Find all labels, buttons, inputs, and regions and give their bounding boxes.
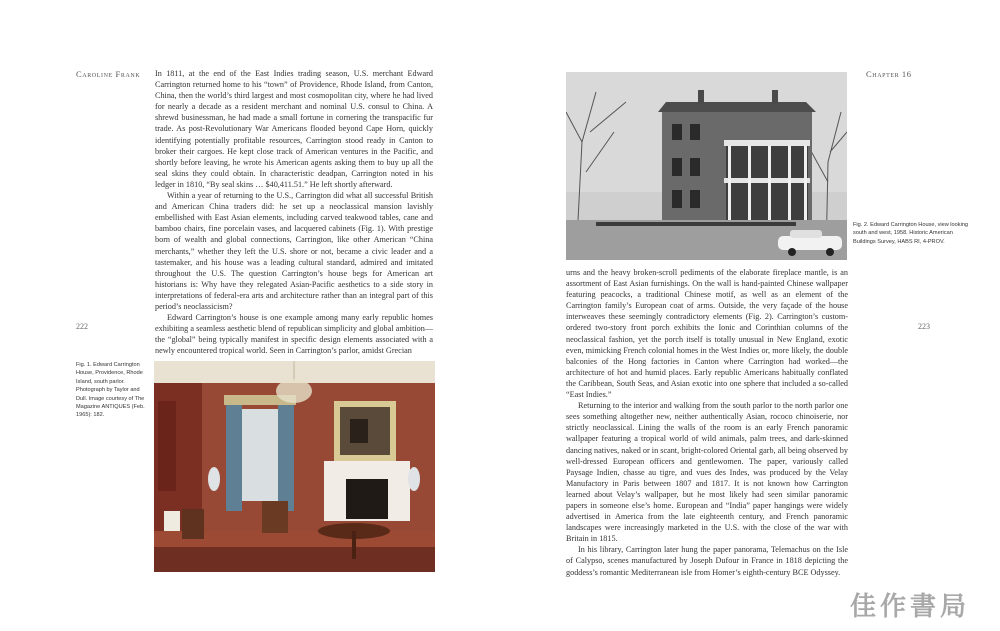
paragraph: Edward Carrington’s house is one example among many early republic homes exhibiting a seamless aesthetic blend of republican simplicity and global ambition—the “global” being typically manifest in specific design elements associated with a newly encountered tropical world. Seen in Carrington’s parlor, amidst Grecian <box>155 313 433 356</box>
paragraph: Returning to the interior and walking from the south parlor to the north parlor one sees something altogether new, neither authentically Asian, rococo chinoiserie, nor strictly neoclassical. Lining the walls of the room is an early French panoramic wallpaper featuring a tropical world of wild animals, palm trees, and dark-skinned dancing natives, naked or in scant, bright-colored Oriental garb, all being observed by well-dressed European officers and gentlewomen. The paper, variously called Paysage Indien, chasse au tigre, and vues des Indes, was produced by the Velay Manufactory in Paris between 1807 and 1817. It is not known how Carrington learned about Velay’s wallpaper, but he most likely had seen similar panoramic papers in someone else’s home. European and “India” paper hangings were widely advertised in America from the late eighteenth century, and French panoramic landscapes were increasingly marketed in the U.S. with the close of the war with Britain in 1815. <box>566 401 848 544</box>
running-head-right: Chapter 16 <box>866 69 912 79</box>
running-head-left: Caroline Frank <box>76 69 141 79</box>
paragraph: In 1811, at the end of the East Indies trading season, U.S. merchant Edward Carrington returned home to his “town” of Providence, Rhode Island, from Canton, China, then the world’s third largest and most cosmopolitan city, where he had lived for nearly a decade as a resident merchant and nominal U.S. consul to China. A shrewd businessman, he had made a small fortune in cornering the transpacific fur trade. As post-Revolutionary War Americans flooded beyond Cape Horn, quickly identifying potentially profitable resources, Carrington stood ready in Canton to broker their cargoes. He kept close track of American ventures in the Pacific, and shortly before leaving, he wrote his American agents asking them to buy up all the seal skins they could obtain. In characteristic deadpan, Carrington noted in his ledger in 1810, “By seal skins … $40,411.51.” He left shortly afterward. <box>155 69 433 189</box>
figure-1-caption: Fig. 1. Edward Carrington House, Providence, Rhode Island, south parlor. Photograph by Taylor and Dull. Image courtesy of The Magazine ANTIQUES (Feb. 1965): 182. <box>76 362 145 419</box>
watermark: 佳作書局 <box>850 592 971 622</box>
paragraph: Within a year of returning to the U.S., Carrington did what all successful British and American China traders did: he set up a neoclassical mansion lavishly embellished with East Asian elements, including carved teakwood tables, cane and bamboo chairs, fine porcelain vases, and lacquered cabinets (Fig. 1). With prestige born of wealth and global connections, Carrington, like other American “China merchants,” whether they left the U.S. shore or not, became a civic leader and a tastemaker, and his house was a leading cultural standard, admired and imitated throughout the U.S. The question Carrington’s house begs for American art historians is: Why have they relegated Asian-Pacific aesthetics to a side story in interpretations of federal-era arts and architecture rather than an integral part of this period’s neoclassicism? <box>155 191 433 311</box>
right-body-text <box>566 267 848 578</box>
page-number-right: 223 <box>918 322 930 331</box>
left-body-text <box>155 68 433 356</box>
page-number-left: 222 <box>76 322 88 331</box>
figure-2-caption: Fig. 2. Edward Carrington House, view looking south and west, 1958. Historic American Buildings Survey, HABS RI, 4-PROV. <box>853 222 969 245</box>
figure-1-parlor-photo <box>154 361 435 572</box>
figure-2-house-photo <box>566 72 847 260</box>
paragraph: In his library, Carrington later hung the paper panorama, Telemachus on the Isle of Calypso, scenes manufactured by Joseph Dufour in France in 1818 depicting the goddess’s romantic Mediterranean isle from Homer’s eighth-century BCE Odyssey. <box>566 545 848 577</box>
paragraph: urns and the heavy broken-scroll pediments of the elaborate fireplace mantle, is an assortment of East Asian furnishings. On the wall is hand-painted Chinese wallpaper featuring peacocks, a traditional Chinese motif, as well as an element of the Carrington family’s European coat of arms. Outside, the very façade of the house interweaves these seemingly contradictory elements (Fig. 2). Carrington’s custom-ordered two-story front porch exhibits the Ionic and Corinthian columns of the neoclassical fashion, yet the porch itself is totally unusual in New England, exotic even, mimicking French colonial homes in the West Indies or, more likely, the double balconies of the Hong factories in Canton where Carrington had worked—the architecture of hot and humid places. Early republic Americans habitually conflated the Caribbean, South Seas, and Asian exotic into one sphere that included a so-called “East Indies.” <box>566 268 848 400</box>
